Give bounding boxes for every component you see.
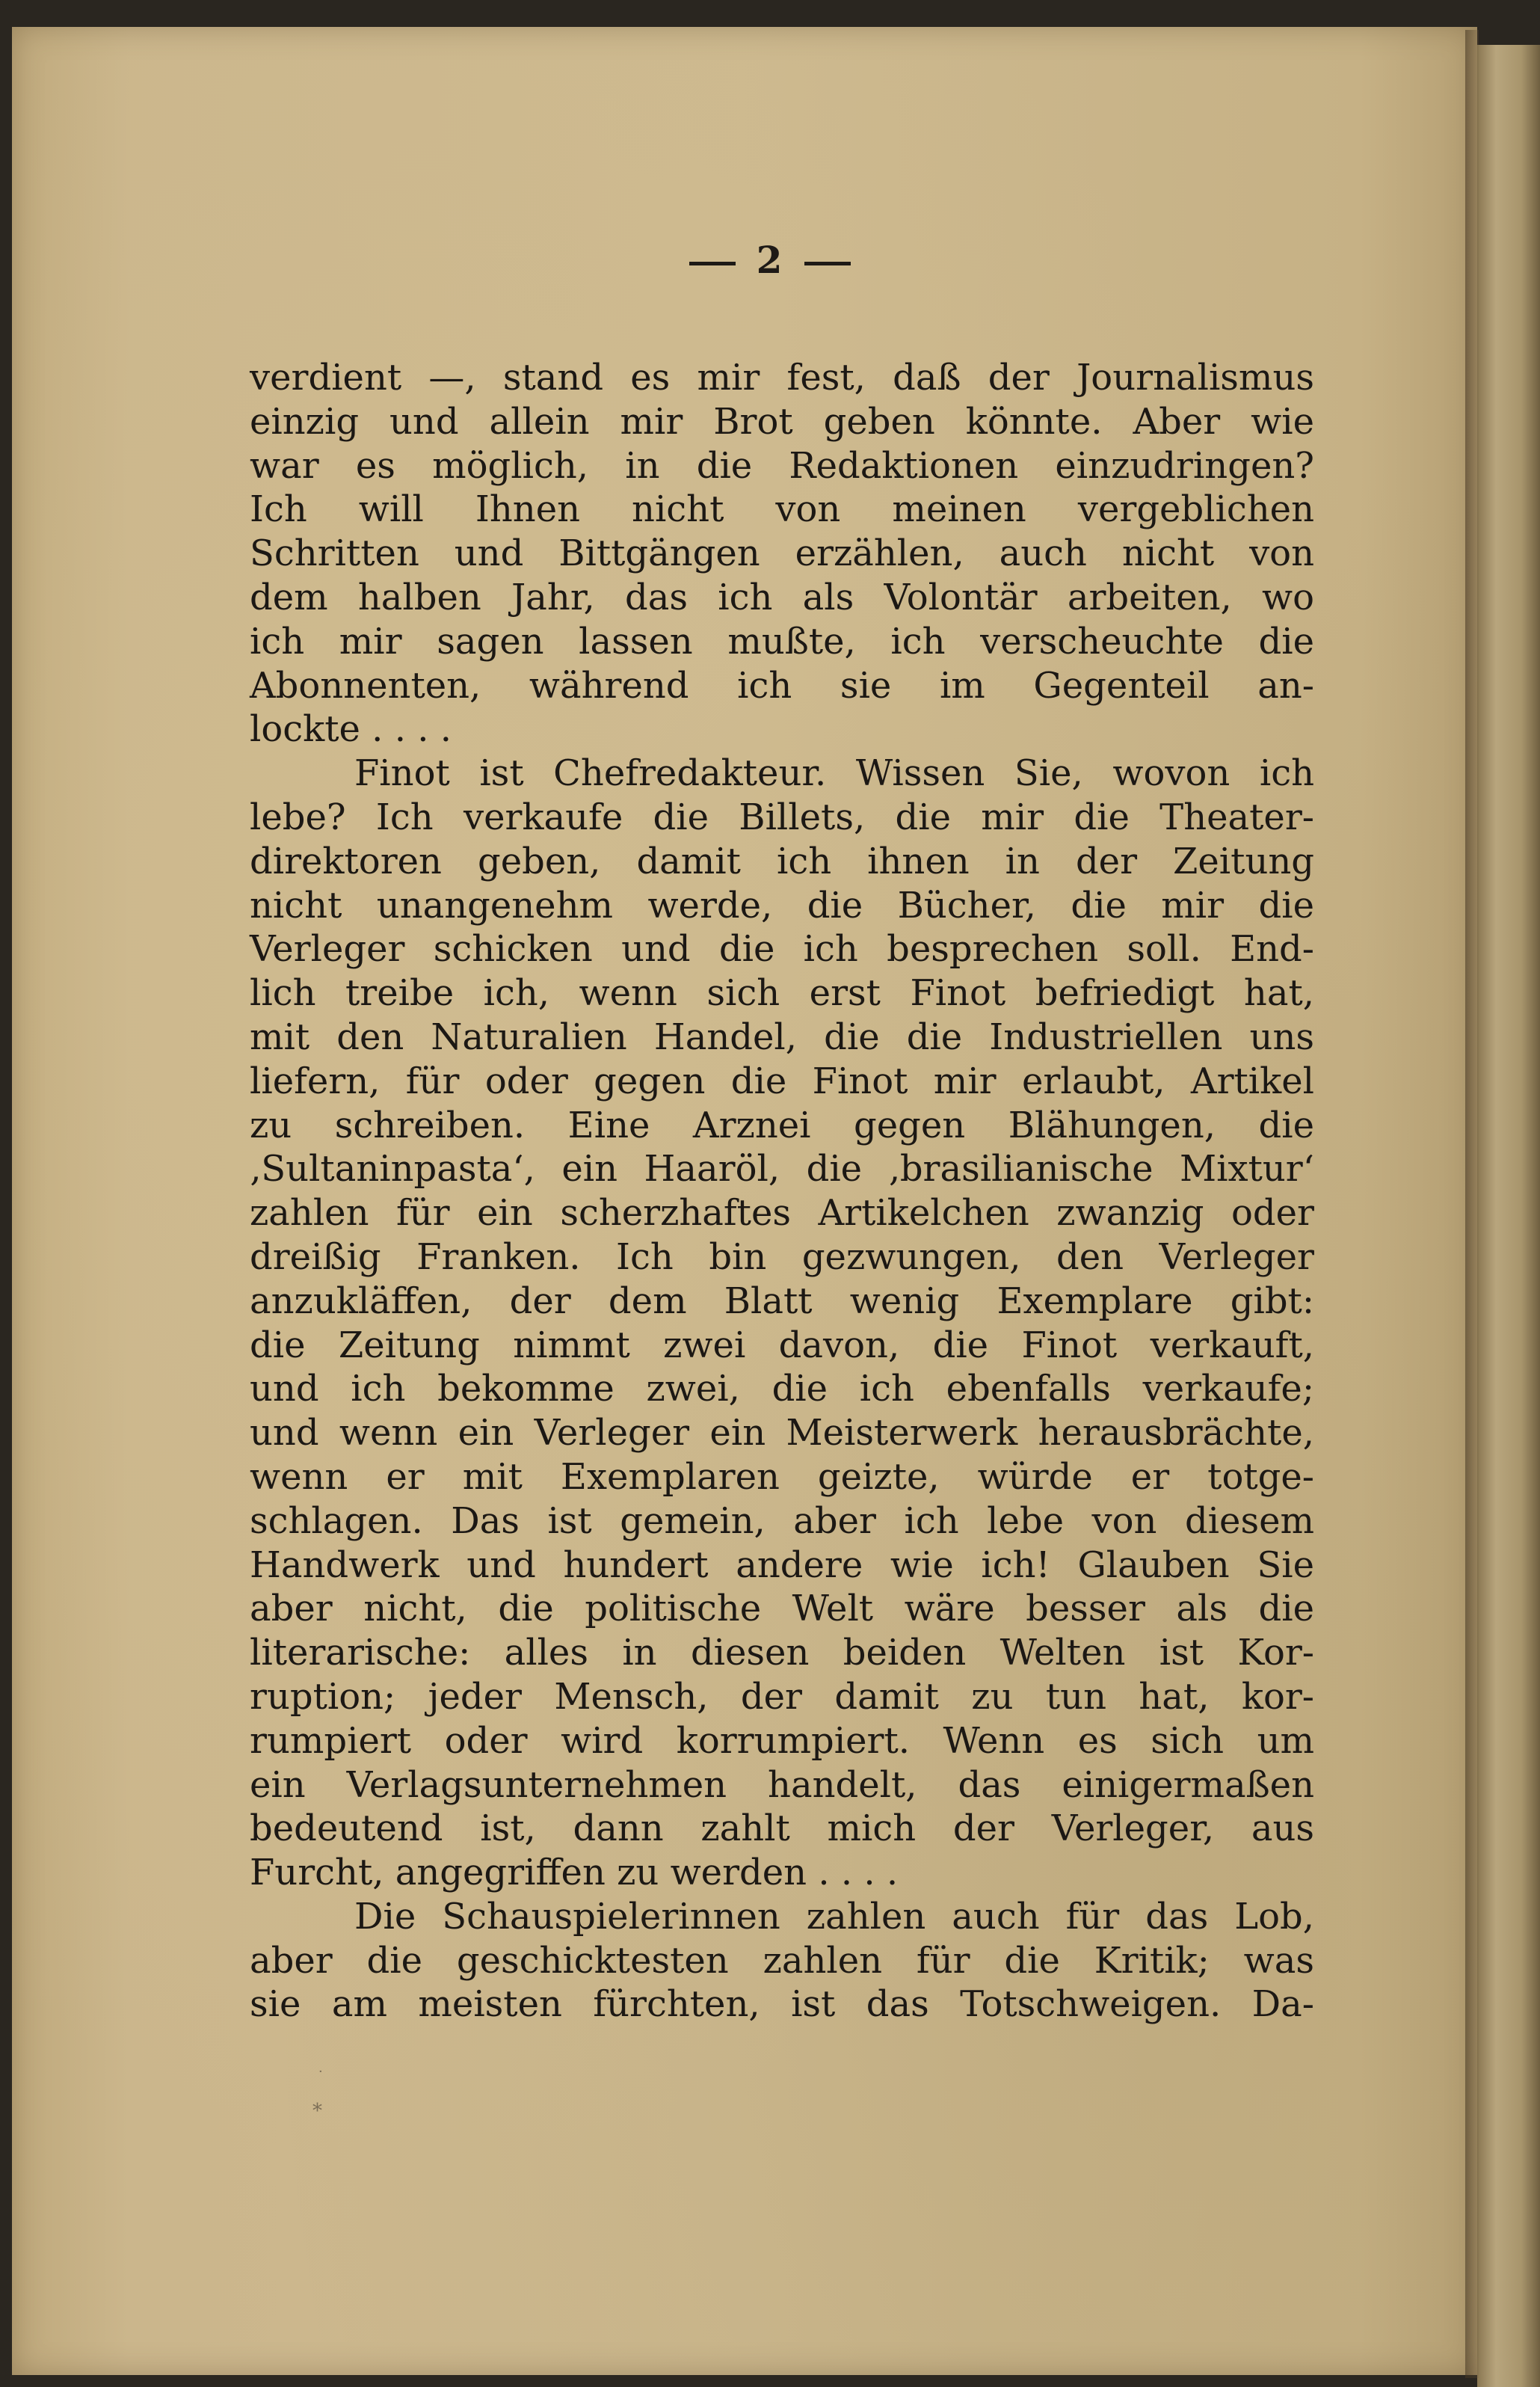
book-spine — [1477, 45, 1540, 2387]
text-line: dreißig Franken. Ich bin gezwungen, den Verleger — [250, 1235, 1314, 1278]
text-line: zu schreiben. Eine Arznei gegen Blähungen, die — [250, 1104, 1314, 1146]
page-number: 2 — [756, 238, 784, 282]
page-gutter-shadow — [1465, 30, 1479, 2378]
text-line: Verleger schicken und die ich besprechen soll. End- — [250, 928, 1314, 971]
ink-smudge-mark: ⁎ — [312, 2094, 322, 2116]
text-line: schlagen. Das ist gemein, aber ich lebe von diesem — [250, 1499, 1314, 1542]
text-line: Furcht, angegriffen zu werden . . . . — [250, 1852, 899, 1894]
text-line: aber die geschicktesten zahlen für die Kritik; was — [250, 1939, 1314, 1982]
text-line: ich mir sagen lassen mußte, ich verscheuchte die — [250, 620, 1314, 663]
text-line: verdient —, stand es mir fest, daß der Journalismus — [250, 357, 1314, 399]
text-line: wenn er mit Exemplaren geizte, würde er totge- — [250, 1455, 1314, 1498]
text-line: mit den Naturalien Handel, die die Industriellen uns — [250, 1016, 1314, 1058]
text-line: Schritten und Bittgängen erzählen, auch nicht von — [250, 532, 1314, 575]
text-line: direktoren geben, damit ich ihnen in der Zeitung — [250, 840, 1314, 882]
text-line: ‚Sultaninpasta‘, ein Haaröl, die ‚brasilianische Mixtur‘ — [250, 1148, 1314, 1191]
text-line: lich treibe ich, wenn sich erst Finot befriedigt hat, — [250, 972, 1314, 1015]
text-line: ein Verlagsunternehmen handelt, das einigermaßen — [250, 1763, 1314, 1806]
text-line: Handwerk und hundert andere wie ich! Glauben Sie — [250, 1543, 1314, 1586]
paragraph-start-line: Die Schauspielerinnen zahlen auch für das Lob, — [354, 1895, 1314, 1938]
text-line: bedeutend ist, dann zahlt mich der Verleger, aus — [250, 1807, 1314, 1850]
text-line: Abonnenten, während ich sie im Gegenteil an- — [250, 664, 1314, 707]
text-line: lockte . . . . — [250, 708, 452, 751]
text-line: und ich bekomme zwei, die ich ebenfalls verkaufe; — [250, 1368, 1314, 1410]
text-line: liefern, für oder gegen die Finot mir erlaubt, Artikel — [250, 1060, 1314, 1102]
text-line: war es möglich, in die Redaktionen einzudringen? — [250, 444, 1314, 487]
text-line: aber nicht, die politische Welt wäre besser als die — [250, 1588, 1314, 1630]
text-line: rumpiert oder wird korrumpiert. Wenn es sich um — [250, 1719, 1314, 1762]
text-line: zahlen für ein scherzhaftes Artikelchen zwanzig oder — [250, 1192, 1314, 1235]
header-dash-left — [689, 262, 736, 265]
text-line: dem halben Jahr, das ich als Volontär arbeiten, wo — [250, 576, 1314, 618]
text-line: einzig und allein mir Brot geben könnte. Aber wie — [250, 400, 1314, 443]
body-text — [250, 356, 1314, 2027]
ink-smudge-mark: · — [318, 2064, 323, 2080]
text-line: lebe? Ich verkaufe die Billets, die mir die Theater- — [250, 796, 1314, 838]
text-line: ruption; jeder Mensch, der damit zu tun hat, kor- — [250, 1675, 1314, 1718]
text-line: anzukläffen, der dem Blatt wenig Exemplare gibt: — [250, 1279, 1314, 1322]
page-header — [0, 238, 1540, 282]
text-line: Ich will Ihnen nicht von meinen vergeblichen — [250, 488, 1314, 531]
text-line: und wenn ein Verleger ein Meisterwerk herausbrächte, — [250, 1412, 1314, 1454]
header-dash-right — [804, 262, 851, 265]
paragraph-start-line: Finot ist Chefredakteur. Wissen Sie, wovon ich — [354, 752, 1314, 795]
text-line: sie am meisten fürchten, ist das Totschweigen. Da- — [250, 1983, 1314, 2026]
text-line: die Zeitung nimmt zwei davon, die Finot verkauft, — [250, 1324, 1314, 1366]
text-line: literarische: alles in diesen beiden Welten ist Kor- — [250, 1632, 1314, 1674]
text-line: nicht unangenehm werde, die Bücher, die mir die — [250, 884, 1314, 927]
